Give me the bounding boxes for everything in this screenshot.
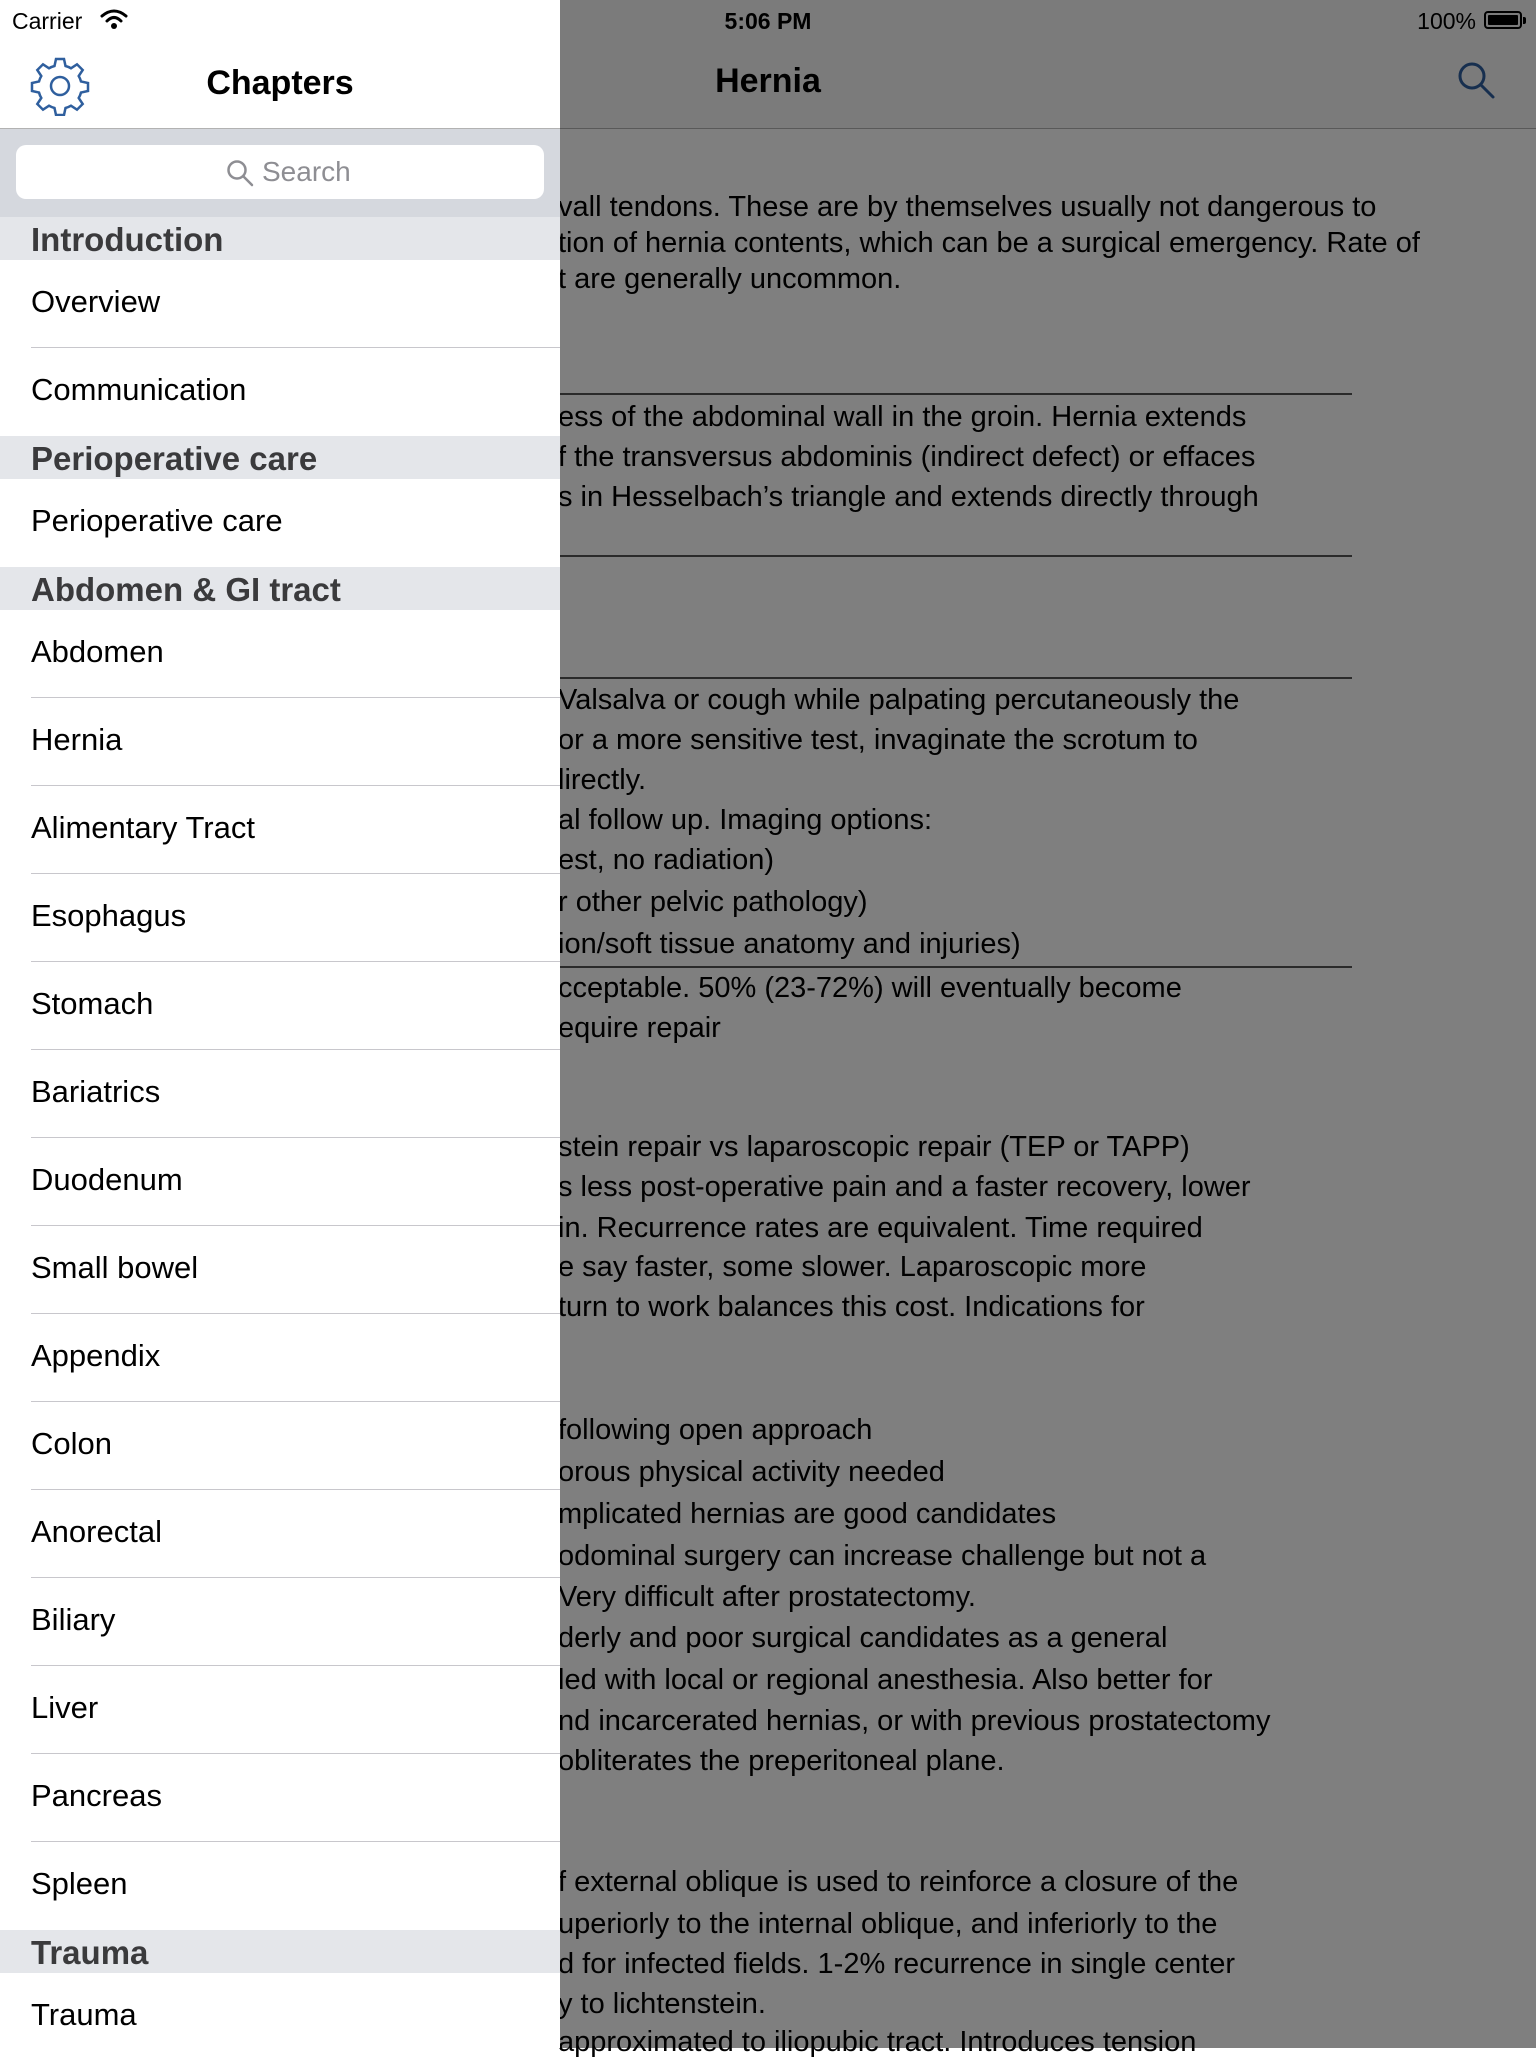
chapter-item-label: Bariatrics xyxy=(31,1074,161,1109)
chapter-item-overview[interactable] xyxy=(0,260,560,348)
section-header-label: Perioperative care xyxy=(31,440,318,477)
chapter-item-label: Small bowel xyxy=(31,1250,199,1285)
chapter-item-label: Pancreas xyxy=(31,1778,162,1813)
chapter-item-anorectal[interactable] xyxy=(0,1490,560,1578)
chapter-item-label: Perioperative care xyxy=(31,503,283,538)
chapter-item-label: Duodenum xyxy=(31,1162,183,1197)
chapter-item-label: Esophagus xyxy=(31,898,187,933)
chapter-item-trauma[interactable] xyxy=(0,1973,560,2048)
chapter-item-label: Trauma xyxy=(31,1997,137,2032)
chapter-item-label: Abdomen xyxy=(31,634,164,669)
chapter-item-perioperative-care[interactable] xyxy=(0,479,560,567)
chapter-item-label: Spleen xyxy=(31,1866,128,1901)
chapter-item-label: Anorectal xyxy=(31,1514,162,1549)
chapter-item-biliary[interactable] xyxy=(0,1578,560,1666)
chapter-item-label: Alimentary Tract xyxy=(31,810,255,845)
search-field[interactable] xyxy=(16,145,544,199)
status-bar xyxy=(0,0,1536,40)
section-header-perioperative-care xyxy=(0,436,560,479)
battery-icon xyxy=(1484,11,1522,29)
section-header-label: Abdomen & GI tract xyxy=(31,571,341,608)
chapter-item-bariatrics[interactable] xyxy=(0,1050,560,1138)
chapter-item-small-bowel[interactable] xyxy=(0,1226,560,1314)
chapter-item-stomach[interactable] xyxy=(0,962,560,1050)
carrier-label: Carrier xyxy=(12,8,83,34)
chapter-item-label: Appendix xyxy=(31,1338,161,1373)
chapter-item-label: Hernia xyxy=(31,722,123,757)
chapter-item-alimentary-tract[interactable] xyxy=(0,786,560,874)
chapter-item-label: Stomach xyxy=(31,986,154,1021)
search-bar xyxy=(0,129,560,217)
chapter-item-spleen[interactable] xyxy=(0,1842,560,1930)
chapter-item-duodenum[interactable] xyxy=(0,1138,560,1226)
chapter-item-label: Communication xyxy=(31,372,247,407)
battery-percentage: 100% xyxy=(1417,8,1476,34)
clock: 5:06 PM xyxy=(724,8,812,34)
chapter-item-label: Overview xyxy=(31,284,161,319)
section-header-abdomen-gi-tract xyxy=(0,567,560,610)
search-input[interactable] xyxy=(262,153,462,191)
chapters-sidebar xyxy=(0,0,560,2048)
chapter-item-appendix[interactable] xyxy=(0,1314,560,1402)
chapter-item-label: Colon xyxy=(31,1426,112,1461)
section-header-trauma xyxy=(0,1930,560,1973)
chapter-item-liver[interactable] xyxy=(0,1666,560,1754)
chapter-item-hernia[interactable] xyxy=(0,698,560,786)
section-header-label: Introduction xyxy=(31,221,224,258)
chapters-list xyxy=(0,217,560,2048)
chapter-item-abdomen[interactable] xyxy=(0,610,560,698)
chapter-item-label: Liver xyxy=(31,1690,99,1725)
chapter-item-esophagus[interactable] xyxy=(0,874,560,962)
chapter-item-pancreas[interactable] xyxy=(0,1754,560,1842)
section-header-label: Trauma xyxy=(31,1934,149,1971)
search-icon xyxy=(226,159,254,187)
chapter-item-communication[interactable] xyxy=(0,348,560,436)
chapter-item-label: Biliary xyxy=(31,1602,116,1637)
chapter-item-colon[interactable] xyxy=(0,1402,560,1490)
section-header-introduction xyxy=(0,217,560,260)
sidebar-title: Chapters xyxy=(206,64,354,102)
